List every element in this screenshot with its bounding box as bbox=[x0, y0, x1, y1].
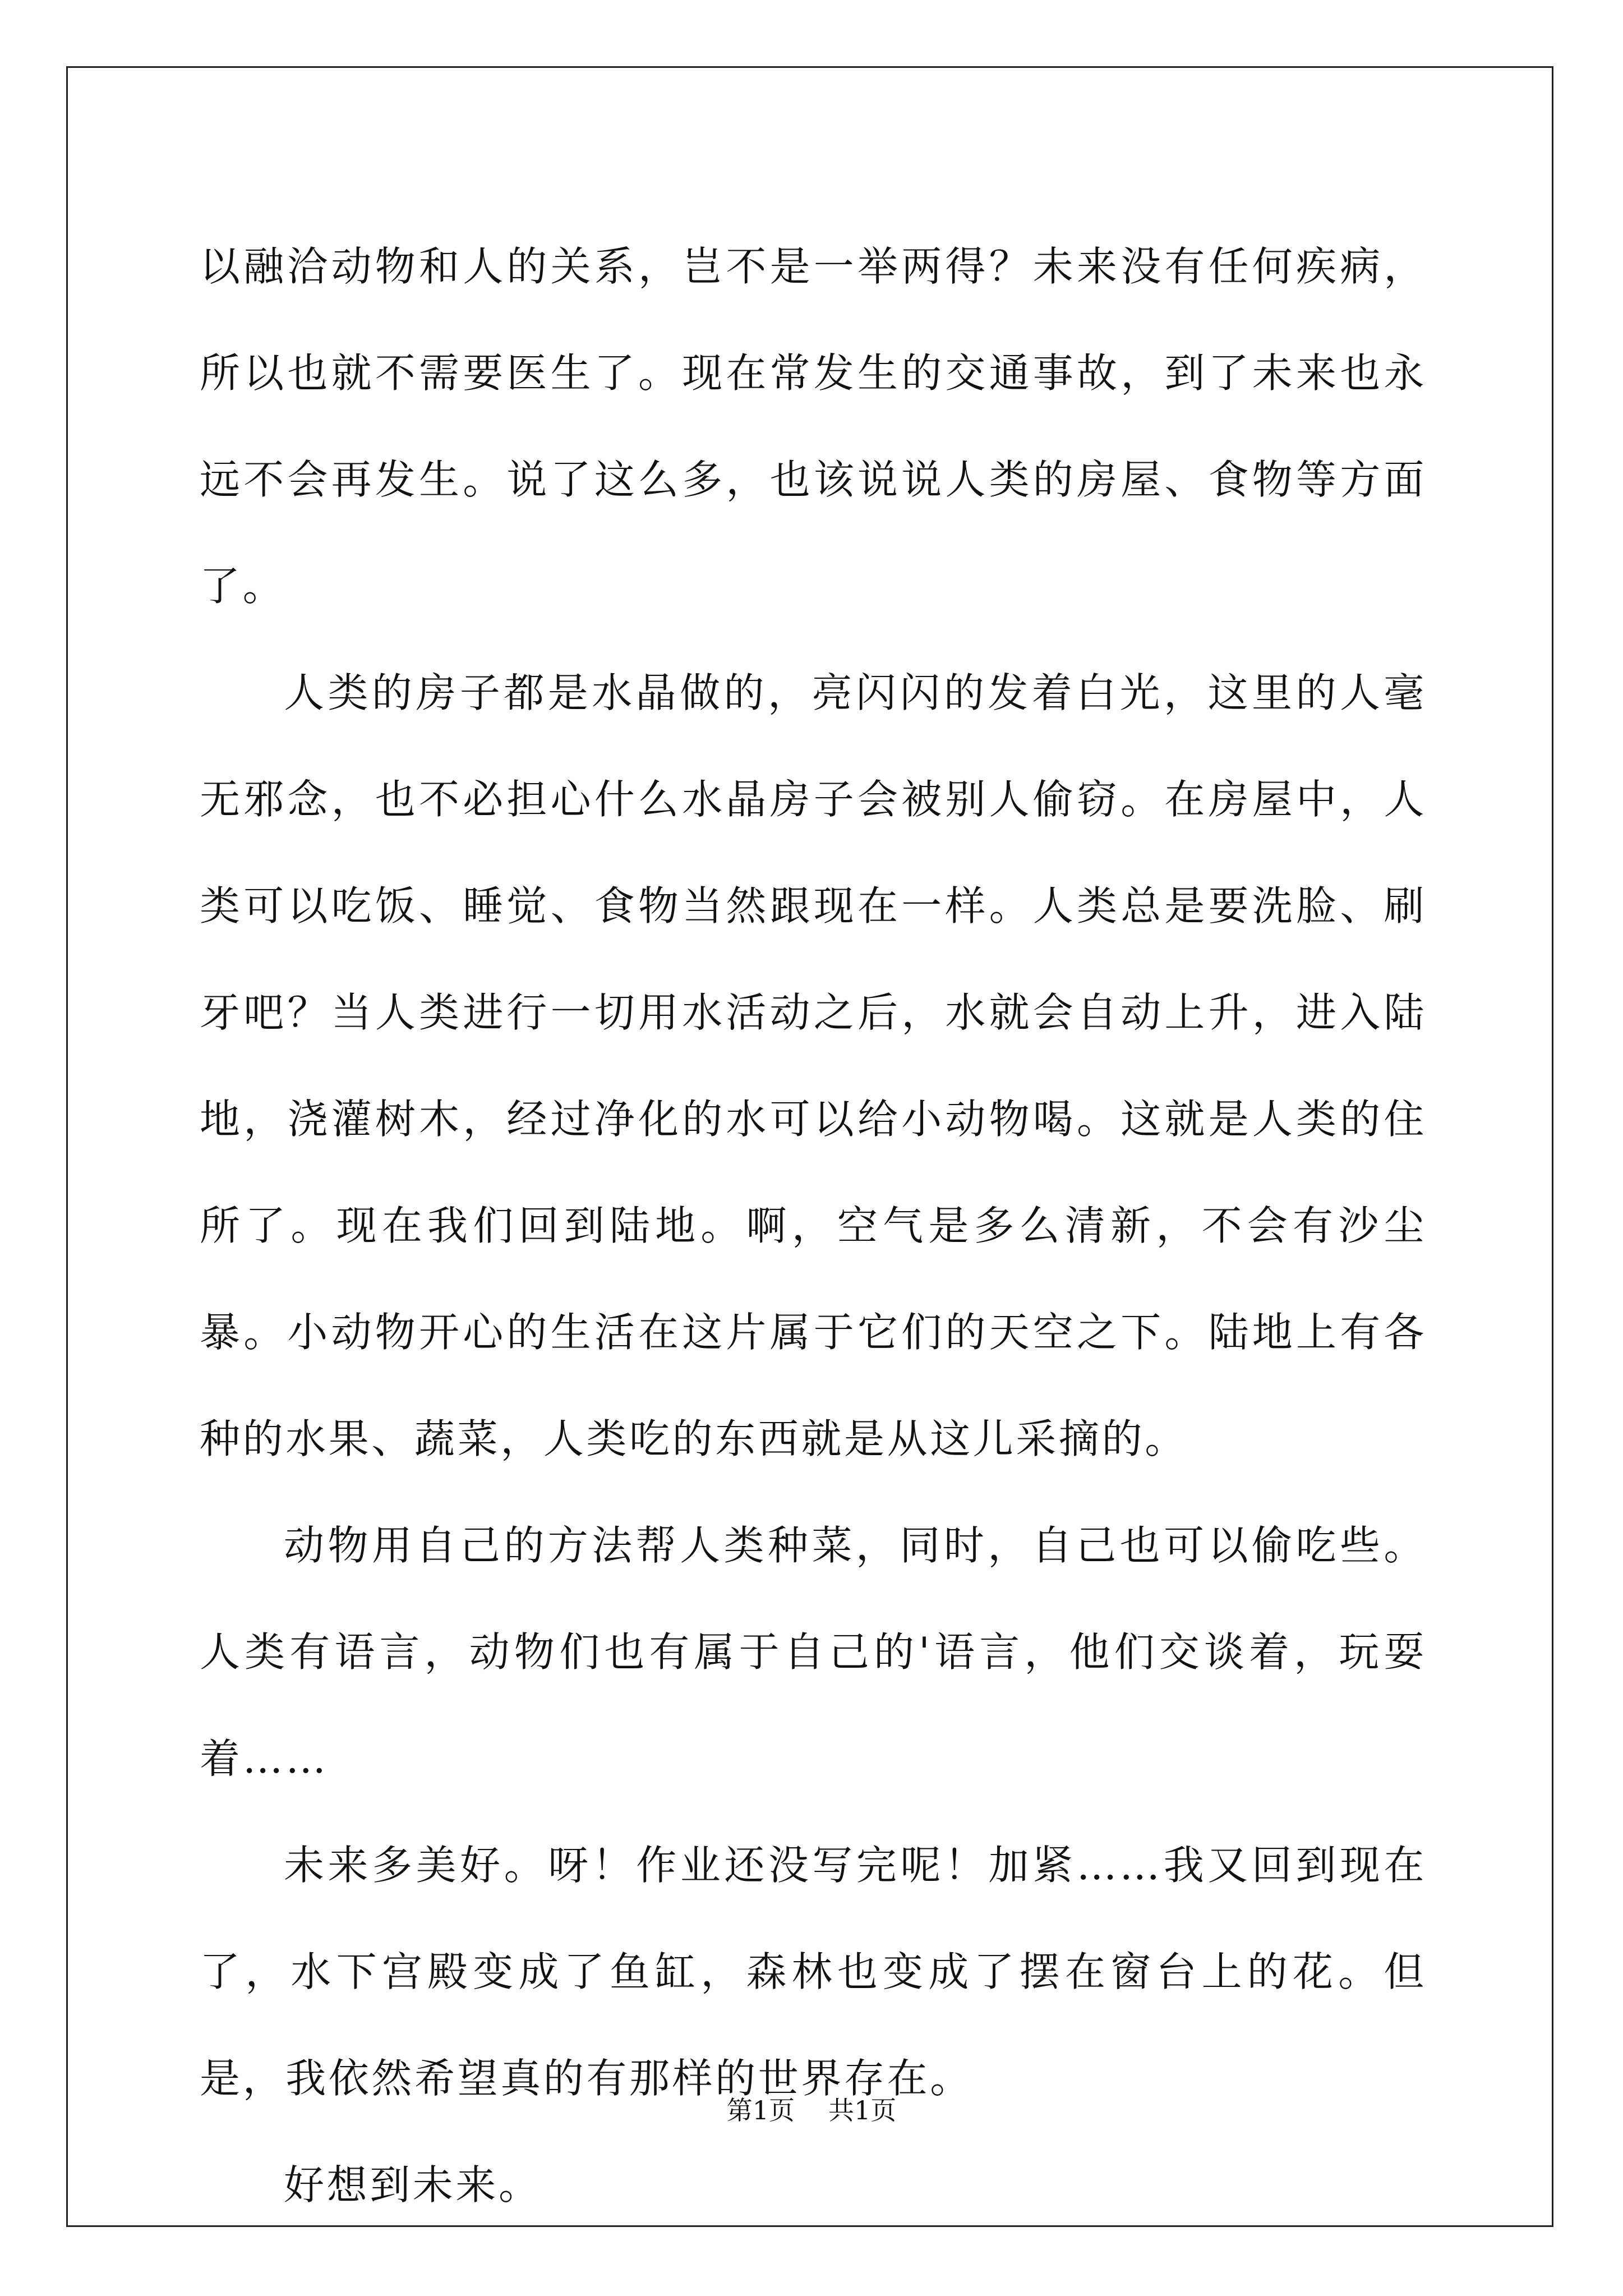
paragraph-3: 动物用自己的方法帮人类种菜，同时，自己也可以偷吃些。人类有语言，动物们也有属于自己的'语言，他们交谈着，玩耍着…… bbox=[200, 1522, 1427, 1782]
paragraph-5: 好想到未来。 bbox=[284, 2161, 542, 2208]
document-body bbox=[200, 213, 1427, 2238]
page-number-label: 第1页 bbox=[726, 2095, 795, 2125]
page-footer bbox=[0, 2093, 1623, 2127]
paragraph-1: 以融洽动物和人的关系，岂不是一举两得？未来没有任何疾病，所以也就不需要医生了。现在常发生的交通事故，到了未来也永远不会再发生。说了这么多，也该说说人类的房屋、食物等方面了。 bbox=[200, 243, 1427, 610]
page-total-label: 共1页 bbox=[828, 2095, 897, 2125]
paragraph-4: 未来多美好。呀！作业还没写完呢！加紧……我又回到现在了，水下宫殿变成了鱼缸，森林也变成了摆在窗台上的花。但是，我依然希望真的有那样的世界存在。 bbox=[200, 1842, 1427, 2102]
paragraph-2: 人类的房子都是水晶做的，亮闪闪的发着白光，这里的人毫无邪念，也不必担心什么水晶房子会被别人偷窃。在房屋中，人类可以吃饭、睡觉、食物当然跟现在一样。人类总是要洗脸、刷牙吧？当人类进行一切用水活动之后，水就会自动上升，进入陆地，浇灌树木，经过净化的水可以给小动物喝。这就是人类的住所了。现在我们回到陆地。啊，空气是多么清新，不会有沙尘暴。小动物开心的生活在这片属于它们的天空之下。陆地上有各种的水果、蔬菜，人类吃的东西就是从这儿采摘的。 bbox=[200, 669, 1427, 1462]
